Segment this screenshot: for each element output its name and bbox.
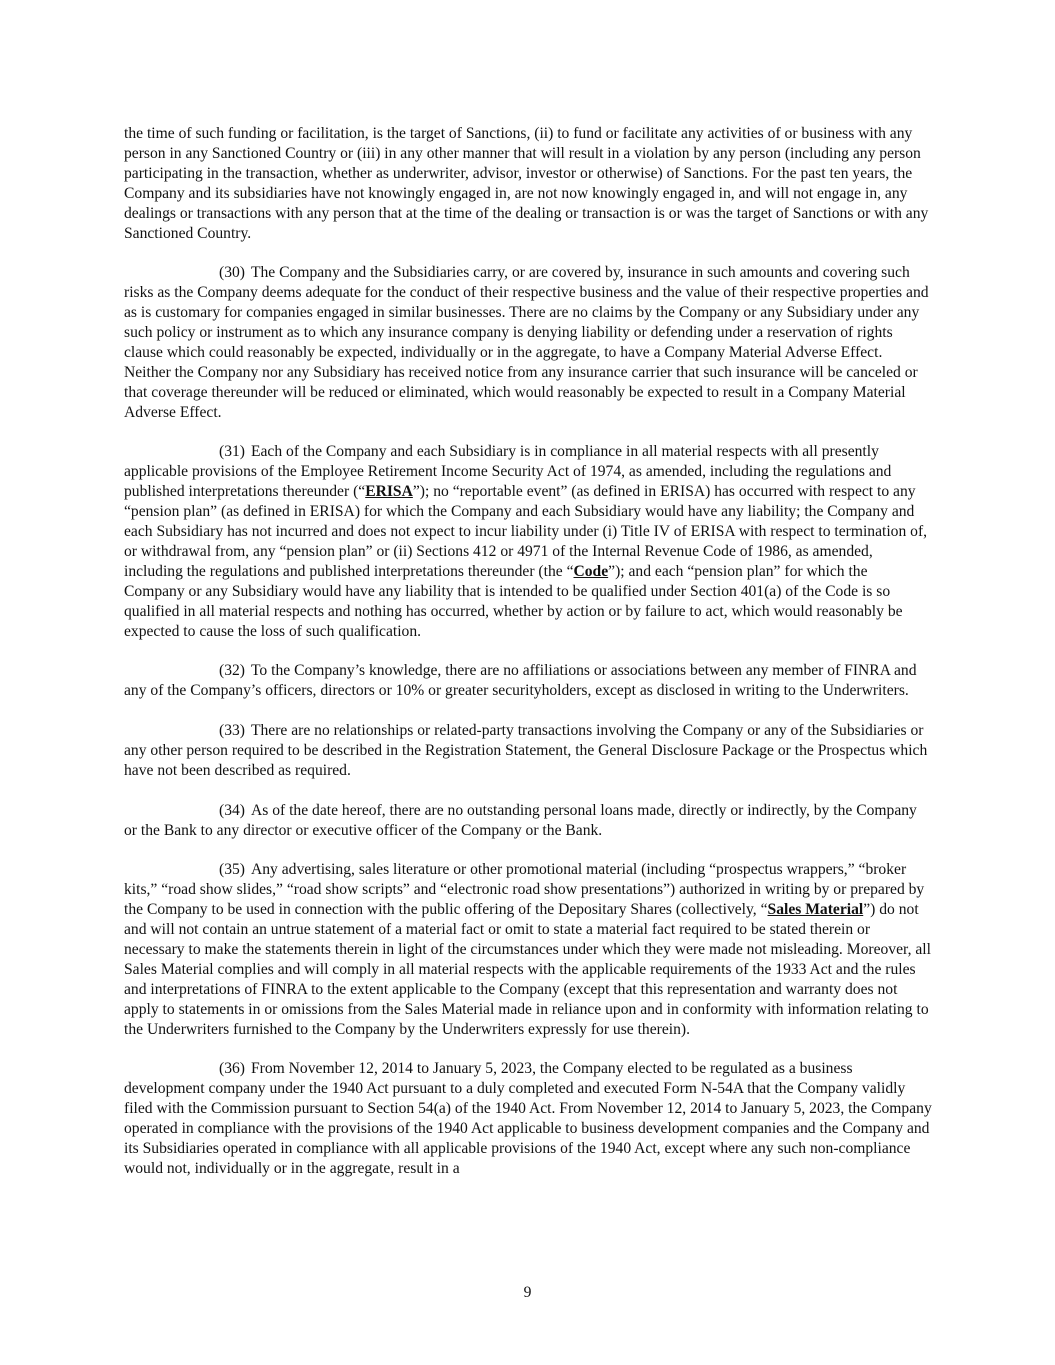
page-number: 9 bbox=[523, 1284, 532, 1301]
paragraph-35-text-a: Any advertising, sales literature or other promotional material (including “prospectus wrappers,” “broker kits,” “road show slides,” “road show scripts” and “electronic road show presentations”) authorized in writing by or prepared by the Company to be used in connection with the public offering of the Depositary Shares (collectively, “ bbox=[124, 861, 925, 919]
paragraph-31-text-b: ”); no “reportable event” (as defined in ERISA) has occurred with respect to any “pension plan” (as defined in ERISA) for which the Company and each Subsidiary would have any liability; the Company and each Subsidiary has not incurred and does not expect to incur liability under (i) Title IV of ERISA with respect to termination of, or withdrawal from, any “pension plan” or (ii) Sections 412 or 4971 of the Internal Revenue Code of 1986, as amended, including the regulations and published interpretations thereunder (the “ bbox=[124, 483, 928, 580]
defined-term-code: Code bbox=[573, 562, 609, 580]
paragraph-31-text-a: Each of the Company and each Subsidiary is in compliance in all material respects with all presently applicable provisions of the Employee Retirement Income Security Act of 1974, as amended, including the regulations and published interpretations thereunder (“ bbox=[124, 443, 892, 501]
paragraph-36-text: From November 12, 2014 to January 5, 2023, the Company elected to be regulated as a business development company under the 1940 Act pursuant to a duly completed and executed Form N-54A that the Company validly filed with the Commission pursuant to Section 54(a) of the 1940 Act. From November 12, 2014 to January 5, 2023, the Company operated in compliance with the provisions of the 1940 Act applicable to business development companies and the Company and its Subsidiaries operated in compliance with all applicable provisions of the 1940 Act, except where any such non-compliance would not, individually or in the aggregate, result in a bbox=[124, 1060, 932, 1178]
document-body bbox=[124, 124, 932, 1199]
paragraph-36 bbox=[124, 1059, 932, 1178]
paragraph-35-text-b: ”) do not and will not contain an untrue statement of a material fact or omit to state a material fact required to be stated therein or necessary to make the statements therein in light of the circumstances under which they were made not misleading. Moreover, all Sales Material complies and will comply in all material respects with the applicable requirements of the 1933 Act and the rules and interpretations of FINRA to the extent applicable to the Company (except that this representation and warranty does not apply to statements in or omissions from the Sales Material made in reliance upon and in conformity with information relating to the Underwriters furnished to the Company by the Underwriters expressly for use therein). bbox=[124, 901, 931, 1038]
defined-term-erisa: ERISA bbox=[365, 483, 413, 501]
paragraph-34 bbox=[124, 801, 932, 841]
paragraph-30-text: The Company and the Subsidiaries carry, or are covered by, insurance in such amounts and covering such risks as the Company deems adequate for the conduct of their respective business and the value of their respective properties and as is customary for companies engaged in similar businesses. There are no claims by the Company or any Subsidiary under any such policy or instrument as to which any insurance company is denying liability or defending under a reservation of rights clause which could reasonably be expected, individually or in the aggregate, to have a Company Material Adverse Effect. Neither the Company nor any Subsidiary has received notice from any insurance carrier that such insurance will be canceled or that coverage thereunder will be reduced or eliminated, which would reasonably be expected to result in a Company Material Adverse Effect. bbox=[124, 264, 929, 421]
paragraph-32 bbox=[124, 661, 932, 701]
paragraph-31-number: (31) bbox=[219, 443, 245, 461]
paragraph-30 bbox=[124, 263, 932, 422]
paragraph-35 bbox=[124, 860, 932, 1039]
paragraph-35-number: (35) bbox=[219, 861, 245, 879]
paragraph-33 bbox=[124, 721, 932, 781]
paragraph-36-number: (36) bbox=[219, 1060, 245, 1078]
paragraph-29-continued: the time of such funding or facilitation, is the target of Sanctions, (ii) to fund or facilitate any activities of or business with any person in any Sanctioned Country or (iii) in any other manner that will result in a violation by any person (including any person participating in the transaction, whether as underwriter, advisor, investor or otherwise) of Sanctions. For the past ten years, the Company and its subsidiaries have not knowingly engaged in, are not now knowingly engaged in, and will not engage in, any dealings or transactions with any person that at the time of the dealing or transaction is or was the target of Sanctions or with any Sanctioned Country. bbox=[124, 125, 929, 242]
paragraph-31 bbox=[124, 442, 932, 641]
paragraph-34-number: (34) bbox=[219, 801, 245, 819]
paragraph-33-number: (33) bbox=[219, 722, 245, 740]
paragraph-34-text: As of the date hereof, there are no outstanding personal loans made, directly or indirectly, by the Company or the Bank to any director or executive officer of the Company or the Bank. bbox=[124, 801, 917, 839]
paragraph-30-number: (30) bbox=[219, 264, 245, 282]
paragraph-32-text: To the Company’s knowledge, there are no affiliations or associations between any member of FINRA and any of the Company’s officers, directors or 10% or greater securityholders, except as disclosed in writing to the Underwriters. bbox=[124, 662, 917, 700]
paragraph-33-text: There are no relationships or related-party transactions involving the Company or any of the Subsidiaries or any other person required to be described in the Registration Statement, the General Disclosure Package or the Prospectus which have not been described as required. bbox=[124, 722, 928, 779]
paragraph-32-number: (32) bbox=[219, 662, 245, 680]
defined-term-sales-material: Sales Material bbox=[767, 901, 864, 919]
paragraph-31-text-c: ”); and each “pension plan” for which the Company or any Subsidiary would have any liability that is intended to be qualified under Section 401(a) of the Code is so qualified in all material respects and nothing has occurred, whether by action or by failure to act, which would reasonably be expected to cause the loss of such qualification. bbox=[124, 562, 903, 640]
